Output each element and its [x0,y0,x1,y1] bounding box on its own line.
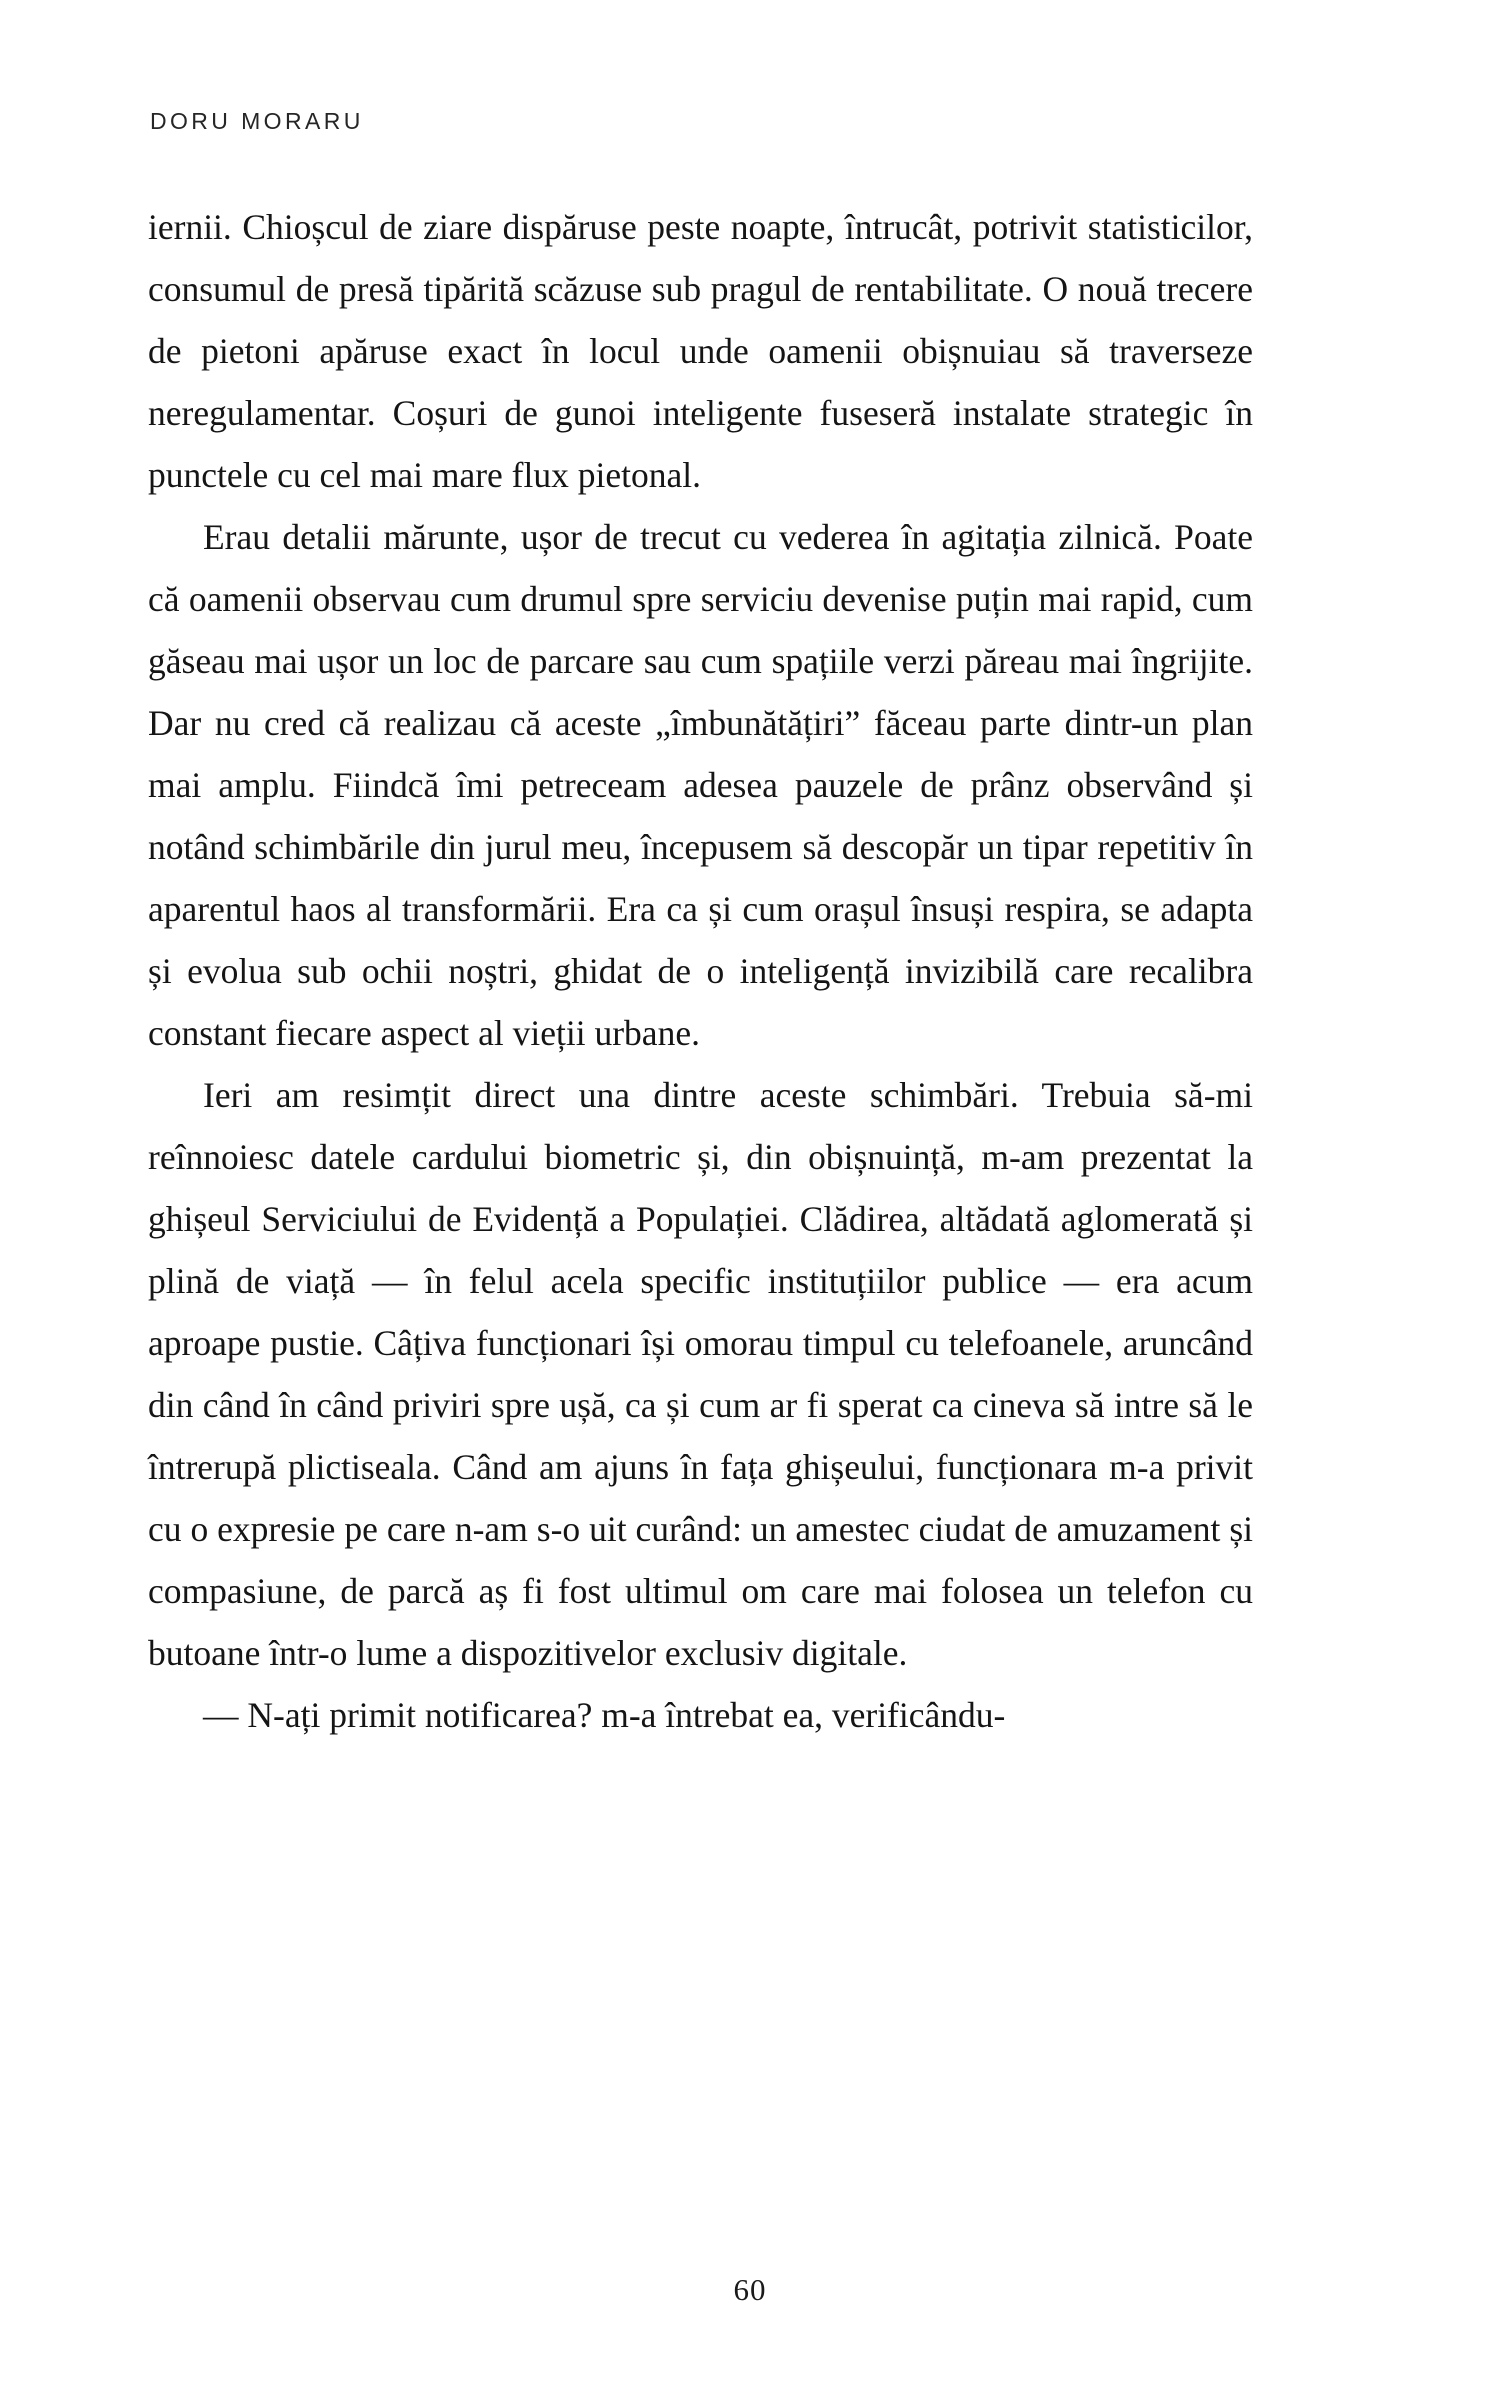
paragraph: iernii. Chioșcul de ziare dispăruse peste noapte, întrucât, potrivit statisticilor, consumul de presă tipărită scăzuse sub pragul de rentabilitate. O nouă trecere de pietoni apăruse exact în locul unde oamenii obișnuiau să traverseze neregulamentar. Coșuri de gunoi inteligente fuseseră instalate strategic în punctele cu cel mai mare flux pietonal. [148,207,1253,495]
page-number: 60 [733,2272,767,2307]
paragraph: Erau detalii mărunte, ușor de trecut cu vederea în agitația zilnică. Poate că oamenii observau cum drumul spre serviciu devenise puțin mai rapid, cum găseau mai ușor un loc de parcare sau cum spațiile verzi păreau mai îngrijite. Dar nu cred că realizau că aceste „îmbunătățiri” făceau parte dintr-un plan mai amplu. Fiindcă îmi petreceam adesea pauzele de prânz observând și notând schimbările din jurul meu, începusem să descopăr un tipar repetitiv în aparentul haos al transformării. Era ca și cum orașul însuși respira, se adapta și evolua sub ochii noștri, ghidat de o inteligență invizibilă care recalibra constant fiecare aspect al vieții urbane. [148,517,1253,1053]
body-text [148,196,1253,1746]
paragraph: — N-ați primit notificarea? m-a întrebat ea, verificându- [203,1695,1006,1735]
paragraph: Ieri am resimțit direct una dintre aceste schimbări. Trebuia să-mi reînnoiesc datele cardului biometric și, din obișnuință, m-am prezentat la ghișeul Serviciului de Evidență a Populației. Clădirea, altădată aglomerată și plină de viață — în felul acela specific instituțiilor publice — era acum aproape pustie. Câțiva funcționari își omorau timpul cu telefoanele, aruncând din când în când priviri spre ușă, ca și cum ar fi sperat ca cineva să intre să le întrerupă plictiseala. Când am ajuns în fața ghișeului, funcționara m-a privit cu o expresie pe care n-am s-o uit curând: un amestec ciudat de amuzament și compasiune, de parcă aș fi fost ultimul om care mai folosea un telefon cu butoane într-o lume a dispozitivelor exclusiv digitale. [148,1075,1253,1673]
running-head: DORU MORARU [150,108,364,134]
